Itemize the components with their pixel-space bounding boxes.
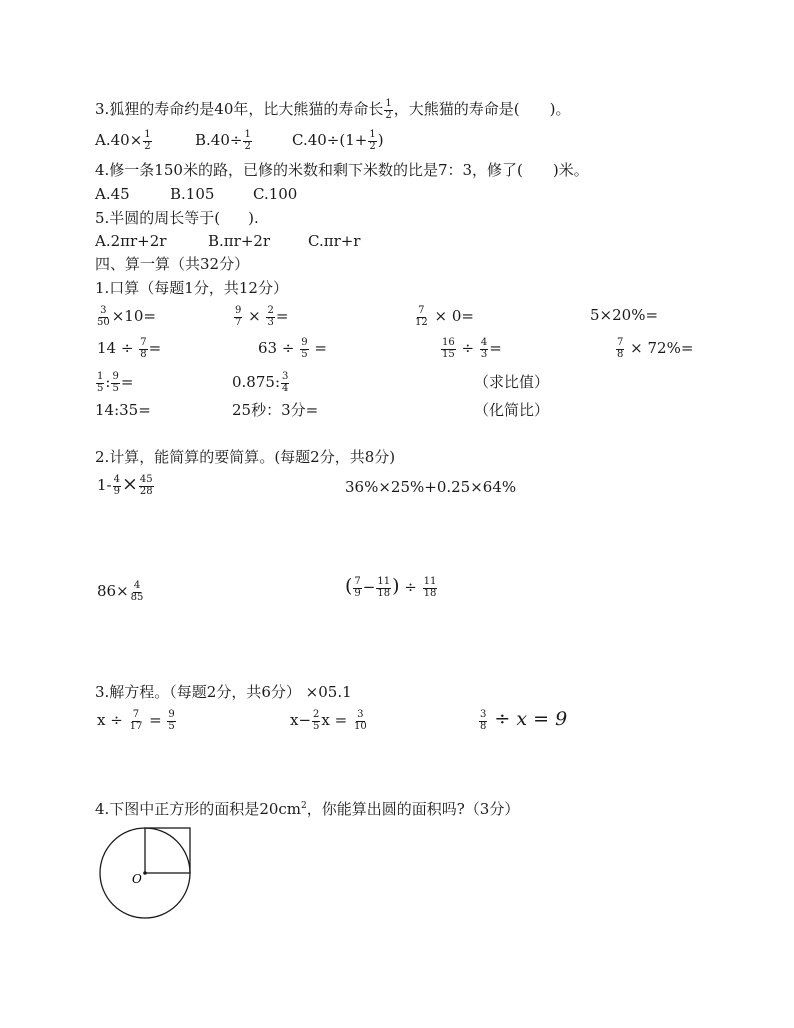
oral-item: 25秒：3分= — [232, 401, 319, 419]
calc-expression: 86× $\frac{4}{85}$ — [97, 580, 144, 603]
instruction-note: （求比值） — [474, 373, 550, 391]
oral-item: $\frac{7}{8}$ × 72%= — [617, 337, 694, 360]
equation: x ÷ $\frac{7}{17}$ = $\frac{9}{5}$ — [97, 709, 175, 732]
q5-option-b: B.πr+2r — [208, 232, 271, 250]
q4-option-c: C.100 — [253, 185, 298, 203]
oral-item: $\frac{7}{12}$ × 0= — [415, 305, 474, 328]
circle-square-diagram — [95, 825, 200, 923]
q5-stem: 5.半圆的周长等于( ). — [95, 209, 259, 227]
q4-stem: 4.修一条150米的路，已修的米数和剩下米数的比是7：3，修了( )米。 — [95, 161, 589, 179]
oral-item: 5×20%= — [590, 306, 659, 324]
q4-option-b: B.105 — [170, 185, 215, 203]
oral-item: 14:35= — [95, 401, 151, 419]
q4-option-a: A.45 — [95, 185, 130, 203]
q3-stem: 3.狐狸的寿命约是40年，比大熊猫的寿命长 $\frac{1}{2}$ ，大熊猫的寿命是( )。 — [95, 98, 571, 121]
oral-item: $\frac{1}{5}$ : $\frac{9}{5}$ = — [97, 371, 134, 394]
instruction-note: （化简比） — [474, 401, 550, 419]
equation: $\frac{3}{8}$ ÷ x = 9 — [480, 708, 568, 732]
calc-expression: 1- $\frac{4}{9}$ × $\frac{45}{28}$ — [97, 473, 153, 497]
part2-title: 2.计算，能简算的要简算。(每题2分，共8分) — [95, 448, 396, 466]
center-point — [143, 871, 147, 875]
oral-item: $\frac{16}{15}$ ÷ $\frac{4}{3}$ = — [442, 337, 502, 360]
oral-item: 0.875: $\frac{3}{4}$ — [232, 371, 289, 394]
part3-title: 3.解方程。（每题2分，共6分） ×05.1 — [95, 683, 352, 701]
oral-item: $\frac{9}{7}$ × $\frac{2}{3}$ = — [235, 305, 289, 328]
q5-option-c: C.πr+r — [308, 232, 361, 250]
q3-option-b: B.40÷ $\frac{1}{2}$ — [195, 129, 251, 152]
q5-option-a: A.2πr+2r — [95, 232, 167, 250]
equation: x− $\frac{2}{5}$ x = $\frac{3}{10}$ — [290, 709, 367, 732]
oral-item: $\frac{3}{50}$ ×10= — [97, 305, 156, 328]
center-label: O — [132, 872, 142, 886]
fraction: $\frac{1}{2}$ — [385, 98, 392, 121]
part4-title: 4.下图中正方形的面积是$20cm^2$，你能算出圆的面积吗?（3分） — [95, 800, 520, 818]
part1-title: 1.口算（每题1分，共12分） — [95, 279, 288, 297]
calc-expression: ( $\frac{7}{9}$ − $\frac{11}{18}$ ) ÷ $\frac{11}{18}$ — [345, 575, 437, 599]
section-title: 四、算一算（共32分） — [95, 255, 250, 273]
q3-option-c: C.40÷(1+ $\frac{1}{2}$ ) — [292, 129, 384, 152]
oral-item: 63 ÷ $\frac{9}{5}$ = — [258, 337, 327, 360]
oral-item: 14 ÷ $\frac{7}{8}$ = — [97, 337, 162, 360]
calc-expression: 36%×25%+0.25×64% — [345, 478, 517, 496]
q3-option-a: A.40× $\frac{1}{2}$ — [95, 129, 151, 152]
